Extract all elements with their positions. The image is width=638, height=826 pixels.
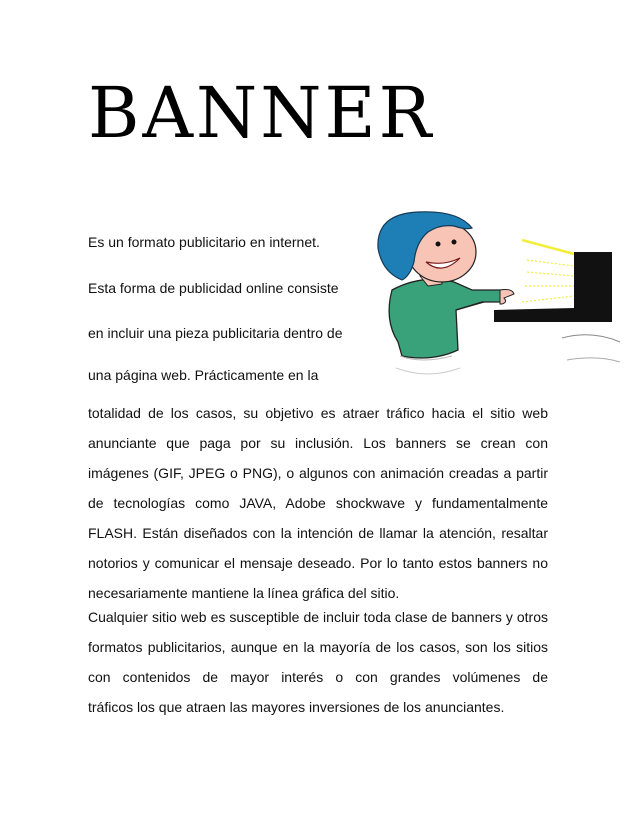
person-at-computer-illustration bbox=[362, 210, 622, 390]
light-rays bbox=[522, 240, 574, 302]
hand-shape bbox=[500, 290, 514, 305]
intro-line-2: Esta forma de publicidad online consiste bbox=[88, 280, 339, 296]
paragraph-1-body: totalidad de los casos, su objetivo es atraer tráfico hacia el sitio web anunciante que paga por su inclusión. Los banners se crean con imágenes (GIF, JPEG o PNG), o algunos con animación creadas a partir de tecnologías como JAVA, Adobe shockwave y fundamentalmente FLASH. Están diseñados con la intención de llamar la atención, resaltar notorios y comunicar el mensaje deseado. Por lo tanto estos banners no bbox=[88, 405, 548, 571]
computer-screen-shape bbox=[494, 252, 612, 322]
page-title: BANNER bbox=[88, 72, 435, 154]
intro-line-1: Es un formato publicitario en internet. bbox=[88, 234, 320, 250]
paragraph-2-last-line: tráficos los que atraen las mayores inversiones de los anunciantes. bbox=[88, 699, 505, 715]
intro-line-4: una página web. Prácticamente en la bbox=[88, 367, 319, 383]
shirt-shape bbox=[389, 279, 504, 358]
intro-line-3: en incluir una pieza publicitaria dentro de bbox=[88, 325, 343, 341]
paragraph-2-body: Cualquier sitio web es susceptible de incluir toda clase de banners y otros formatos publicitarios, aunque en la mayoría de los casos, son los sitios con contenidos de mayor interés o con grandes volúmenes de bbox=[88, 609, 548, 685]
paragraph-1 bbox=[88, 398, 548, 608]
paragraph-2 bbox=[88, 602, 548, 722]
paragraph-1-last-line: necesariamente mantiene la línea gráfica del sitio. bbox=[88, 585, 400, 601]
